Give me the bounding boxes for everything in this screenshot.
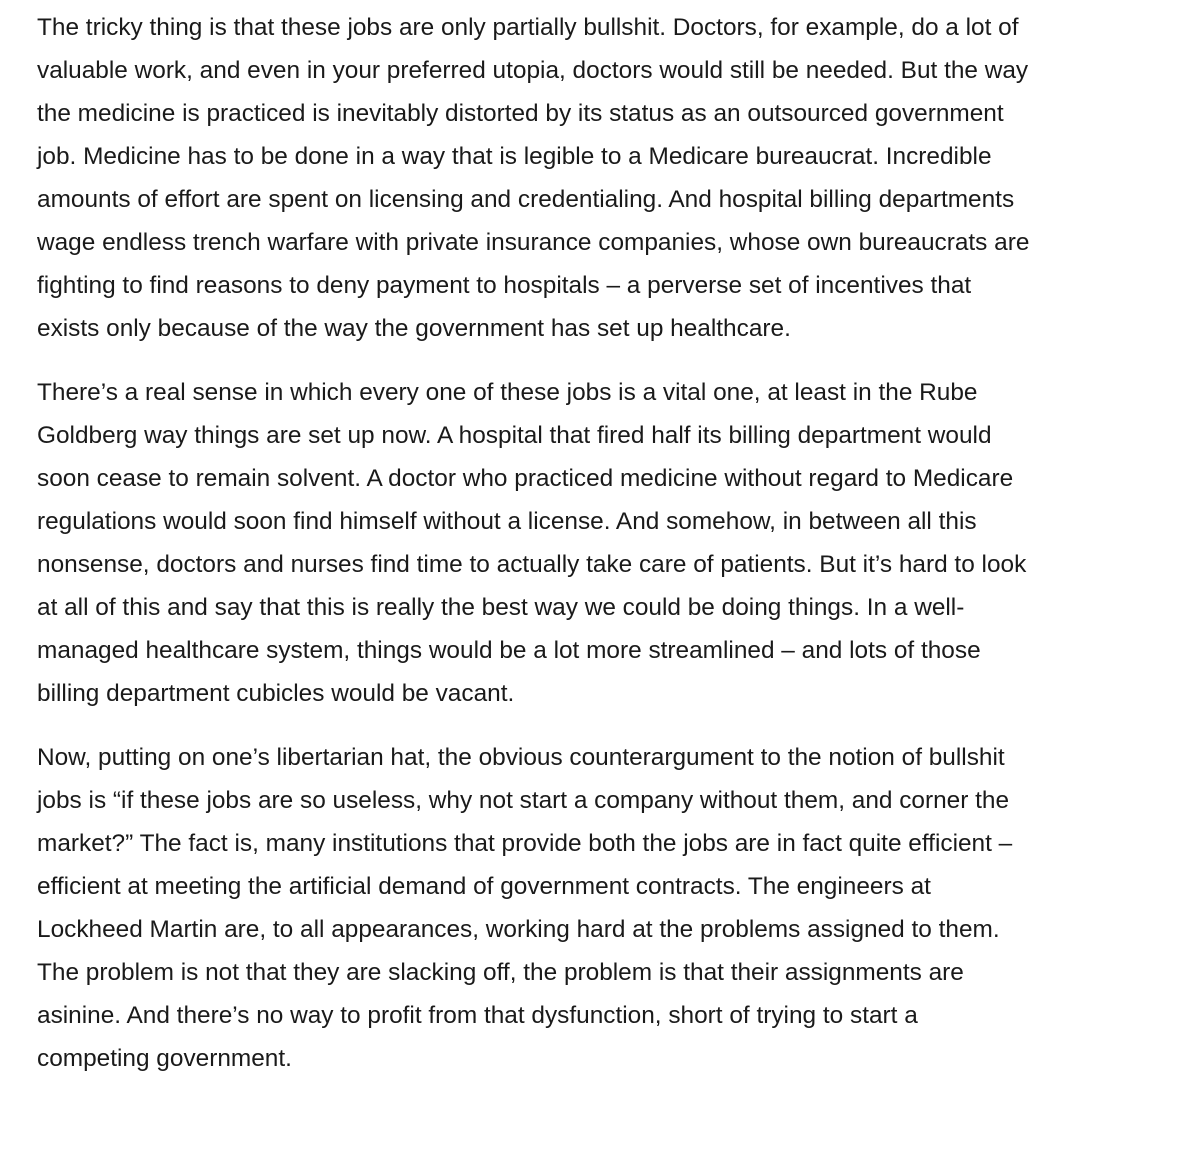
paragraph-line: asinine. And there’s no way to profit from that dysfunction, short of trying to start a [37,1002,918,1029]
paragraph-line: wage endless trench warfare with private insurance companies, whose own bureaucrats are [37,229,1030,256]
paragraph-2 [37,371,1170,715]
paragraph-line: nonsense, doctors and nurses find time to actually take care of patients. But it’s hard to look [37,551,1027,578]
paragraph-line: at all of this and say that this is really the best way we could be doing things. In a well- [37,594,965,621]
paragraph-line: exists only because of the way the government has set up healthcare. [37,315,791,342]
paragraph-line: fighting to find reasons to deny payment to hospitals – a perverse set of incentives that [37,272,972,299]
paragraph-line: market?” The fact is, many institutions that provide both the jobs are in fact quite efficient – [37,830,1013,857]
paragraph-line: billing department cubicles would be vacant. [37,680,515,707]
paragraph-line: valuable work, and even in your preferred utopia, doctors would still be needed. But the way [37,57,1029,84]
paragraph-line: regulations would soon find himself without a license. And somehow, in between all this [37,508,977,535]
paragraph-line: the medicine is practiced is inevitably distorted by its status as an outsourced government [37,100,1004,127]
paragraph-line: The tricky thing is that these jobs are only partially bullshit. Doctors, for example, do a lot of [37,14,1019,41]
paragraph-line: jobs is “if these jobs are so useless, why not start a company without them, and corner the [37,787,1010,814]
paragraph-3 [37,736,1170,1080]
paragraph-line: amounts of effort are spent on licensing and credentialing. And hospital billing departments [37,186,1015,213]
paragraph-line: Now, putting on one’s libertarian hat, the obvious counterargument to the notion of bullshit [37,744,1005,771]
paragraph-line: job. Medicine has to be done in a way that is legible to a Medicare bureaucrat. Incredible [37,143,992,170]
paragraph-line: The problem is not that they are slacking off, the problem is that their assignments are [37,959,964,986]
paragraph-1 [37,6,1170,350]
paragraph-line: competing government. [37,1045,292,1072]
paragraph-line: managed healthcare system, things would be a lot more streamlined – and lots of those [37,637,981,664]
paragraph-line: Lockheed Martin are, to all appearances, working hard at the problems assigned to them. [37,916,1000,943]
paragraph-line: efficient at meeting the artificial demand of government contracts. The engineers at [37,873,931,900]
paragraph-line: Goldberg way things are set up now. A hospital that fired half its billing department would [37,422,992,449]
paragraph-line: There’s a real sense in which every one of these jobs is a vital one, at least in the Rube [37,379,978,406]
paragraph-line: soon cease to remain solvent. A doctor who practiced medicine without regard to Medicare [37,465,1014,492]
